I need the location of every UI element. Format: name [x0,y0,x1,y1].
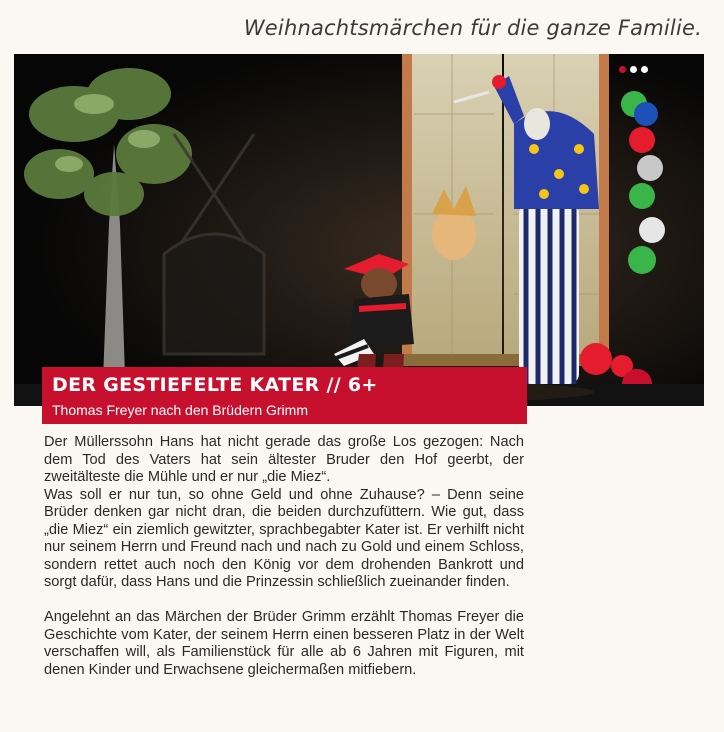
slider-pagination [619,66,648,73]
show-subtitle: Thomas Freyer nach den Brüdern Grimm [52,402,308,418]
show-description [44,434,524,679]
slider-dot-3[interactable] [641,66,648,73]
description-paragraph-1a: Der Müllerssohn Hans hat nicht gerade das große Los gezogen: Nach dem Tod des Vaters hat sein ältester Bruder den Hof geerbt, der zweitälteste die Mühle und er nur „die Miez“. [44,434,524,485]
page-tagline: Weihnachtsmärchen für die ganze Familie. [243,16,702,40]
show-title-banner [42,367,527,424]
show-title: DER GESTIEFELTE KATER // 6+ [52,374,378,396]
slider-dot-1[interactable] [619,66,626,73]
slider-dot-2[interactable] [630,66,637,73]
description-paragraph-2: Angelehnt an das Märchen der Brüder Grimm erzählt Thomas Freyer die Geschichte vom Kater, der seinem Herrn einen besseren Platz in der Welt verschaffen will, als Familienstück für alle ab 6 Jahren mit Figuren, mit denen Kinder und Erwachsene gleichermaßen mitfiebern. [44,609,524,678]
hero-slider-image[interactable] [14,54,704,406]
description-paragraph-1b: Was soll er nur tun, so ohne Geld und ohne Zuhause? – Denn seine Brüder denken gar nicht dran, die beiden durchzufüttern. Wie gut, dass „die Miez“ ein ziemlich gewitzter, sprachbegabter Kater ist. Er verhilft nicht nur seinem Herrn und Freund nach und nach zu Gold und einem Schloss, sondern rettet auch noch den König vor dem drohenden Bankrott und sorgt dafür, dass Hans und die Prinzessin schließlich zueinander finden. [44,486,524,590]
stage-photo [14,54,704,406]
